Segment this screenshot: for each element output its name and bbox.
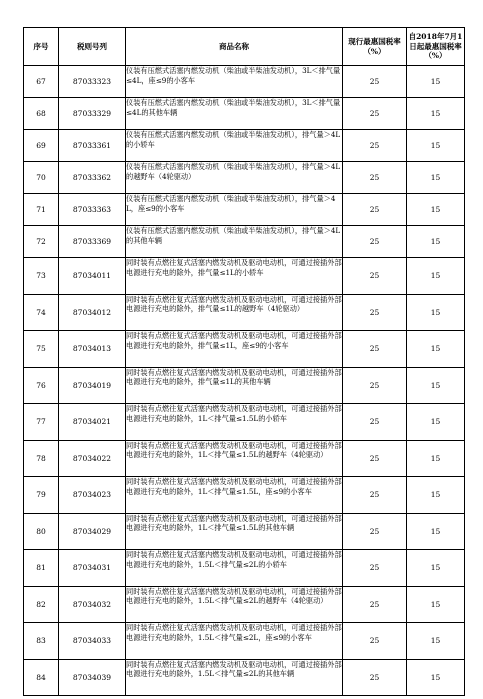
table-row — [24, 623, 465, 660]
table-row — [24, 440, 465, 477]
name-cell: 同时装有点燃往复式活塞内燃发动机及驱动电动机，可通过接插外部电源进行充电的除外，1.5L＜排气量≤2L的其他车辆 — [126, 659, 343, 696]
code-cell: 87034023 — [59, 477, 126, 514]
name-cell: 仪装有压燃式活塞内燃发动机（柴油或半柴油发动机），排气量＞4L的越野车（4轮驱动） — [126, 162, 343, 194]
name-cell: 同时装有点燃往复式活塞内燃发动机及驱动电动机，可通过接插外部电源进行充电的除外，1L＜排气量≤1.5L的其他车辆 — [126, 513, 343, 550]
name-cell: 同时装有点燃往复式活塞内燃发动机及驱动电动机，可通过接插外部电源进行充电的除外，排气量≤1L的小轿车 — [126, 258, 343, 295]
table-row — [24, 130, 465, 162]
code-cell: 87034033 — [59, 623, 126, 660]
current-rate-cell: 25 — [343, 331, 407, 368]
seq-cell: 67 — [24, 66, 59, 98]
code-cell: 87034011 — [59, 258, 126, 295]
current-rate-cell: 25 — [343, 367, 407, 404]
code-cell: 87034029 — [59, 513, 126, 550]
code-cell: 87034013 — [59, 331, 126, 368]
seq-cell: 83 — [24, 623, 59, 660]
name-cell: 同时装有点燃往复式活塞内燃发动机及驱动电动机，可通过接插外部电源进行充电的除外，排气量≤1L，座≤9的小客车 — [126, 331, 343, 368]
new-rate-cell: 15 — [407, 513, 465, 550]
new-rate-cell: 15 — [407, 367, 465, 404]
new-rate-cell: 15 — [407, 404, 465, 441]
current-rate-cell: 25 — [343, 477, 407, 514]
code-cell: 87034031 — [59, 550, 126, 587]
table-row — [24, 258, 465, 295]
current-rate-cell: 25 — [343, 226, 407, 258]
name-cell: 同时装有点燃往复式活塞内燃发动机及驱动电动机，可通过接插外部电源进行充电的除外，排气量≤1L的其他车辆 — [126, 367, 343, 404]
table-row — [24, 477, 465, 514]
name-cell: 同时装有点燃往复式活塞内燃发动机及驱动电动机，可通过接插外部电源进行充电的除外，1.5L＜排气量≤2L，座≤9的小客车 — [126, 623, 343, 660]
code-cell: 87033369 — [59, 226, 126, 258]
tariff-table — [23, 27, 465, 696]
code-cell: 87033329 — [59, 98, 126, 130]
name-cell: 仪装有压燃式活塞内燃发动机（柴油或半柴油发动机），排气量＞4L的小轿车 — [126, 130, 343, 162]
table-row — [24, 513, 465, 550]
name-cell: 仪装有压燃式活塞内燃发动机（柴油或半柴油发动机），排气量＞4L的其他车辆 — [126, 226, 343, 258]
table-row — [24, 586, 465, 623]
new-rate-cell: 15 — [407, 623, 465, 660]
seq-cell: 81 — [24, 550, 59, 587]
current-rate-cell: 25 — [343, 659, 407, 696]
new-rate-cell: 15 — [407, 550, 465, 587]
name-cell: 同时装有点燃往复式活塞内燃发动机及驱动电动机，可通过接插外部电源进行充电的除外，1.5L＜排气量≤2L的越野车（4轮驱动） — [126, 586, 343, 623]
code-cell: 87034022 — [59, 440, 126, 477]
code-cell: 87034032 — [59, 586, 126, 623]
new-rate-cell: 15 — [407, 162, 465, 194]
new-rate-cell: 15 — [407, 477, 465, 514]
header-name: 商品名称 — [126, 28, 343, 66]
code-cell: 87034012 — [59, 294, 126, 331]
current-rate-cell: 25 — [343, 586, 407, 623]
table-row — [24, 659, 465, 696]
code-cell: 87034019 — [59, 367, 126, 404]
seq-cell: 70 — [24, 162, 59, 194]
new-rate-cell: 15 — [407, 226, 465, 258]
table-row — [24, 550, 465, 587]
seq-cell: 68 — [24, 98, 59, 130]
current-rate-cell: 25 — [343, 294, 407, 331]
name-cell: 同时装有点燃往复式活塞内燃发动机及驱动电动机，可通过接插外部电源进行充电的除外，排气量≤1L的越野车（4轮驱动） — [126, 294, 343, 331]
seq-cell: 72 — [24, 226, 59, 258]
current-rate-cell: 25 — [343, 162, 407, 194]
seq-cell: 77 — [24, 404, 59, 441]
current-rate-cell: 25 — [343, 194, 407, 226]
code-cell: 87033323 — [59, 66, 126, 98]
current-rate-cell: 25 — [343, 440, 407, 477]
new-rate-cell: 15 — [407, 586, 465, 623]
new-rate-cell: 15 — [407, 66, 465, 98]
seq-cell: 78 — [24, 440, 59, 477]
new-rate-cell: 15 — [407, 130, 465, 162]
new-rate-cell: 15 — [407, 98, 465, 130]
seq-cell: 71 — [24, 194, 59, 226]
code-cell: 87033361 — [59, 130, 126, 162]
name-cell: 仪装有压燃式活塞内燃发动机（柴油或半柴油发动机），排气量＞4L，座≤9的小客车 — [126, 194, 343, 226]
name-cell: 同时装有点燃往复式活塞内燃发动机及驱动电动机，可通过接插外部电源进行充电的除外，1L＜排气量≤1.5L的越野车（4轮驱动） — [126, 440, 343, 477]
seq-cell: 74 — [24, 294, 59, 331]
table-row — [24, 66, 465, 98]
table-row — [24, 98, 465, 130]
name-cell: 同时装有点燃往复式活塞内燃发动机及驱动电动机，可通过接插外部电源进行充电的除外，1L＜排气量≤1.5L，座≤9的小客车 — [126, 477, 343, 514]
current-rate-cell: 25 — [343, 66, 407, 98]
name-cell: 同时装有点燃往复式活塞内燃发动机及驱动电动机，可通过接插外部电源进行充电的除外，1L＜排气量≤1.5L的小轿车 — [126, 404, 343, 441]
seq-cell: 69 — [24, 130, 59, 162]
code-cell: 87033363 — [59, 194, 126, 226]
current-rate-cell: 25 — [343, 623, 407, 660]
header-code: 税则号列 — [59, 28, 126, 66]
name-cell: 仪装有压燃式活塞内燃发动机（柴油或半柴油发动机），3L＜排气量≤4L的其他车辆 — [126, 98, 343, 130]
seq-cell: 79 — [24, 477, 59, 514]
seq-cell: 82 — [24, 586, 59, 623]
new-rate-cell: 15 — [407, 294, 465, 331]
new-rate-cell: 15 — [407, 331, 465, 368]
current-rate-cell: 25 — [343, 258, 407, 295]
header-new-rate: 自2018年7月1日起最惠国税率（%） — [407, 28, 465, 66]
table-row — [24, 331, 465, 368]
name-cell: 仪装有压燃式活塞内燃发动机（柴油或半柴油发动机），3L＜排气量≤4L，座≤9的小客车 — [126, 66, 343, 98]
table-row — [24, 404, 465, 441]
seq-cell: 75 — [24, 331, 59, 368]
new-rate-cell: 15 — [407, 440, 465, 477]
new-rate-cell: 15 — [407, 258, 465, 295]
header-current-rate: 现行最惠国税率（%） — [343, 28, 407, 66]
seq-cell: 76 — [24, 367, 59, 404]
table-row — [24, 194, 465, 226]
code-cell: 87034021 — [59, 404, 126, 441]
current-rate-cell: 25 — [343, 404, 407, 441]
current-rate-cell: 25 — [343, 550, 407, 587]
current-rate-cell: 25 — [343, 98, 407, 130]
header-seq: 序号 — [24, 28, 59, 66]
current-rate-cell: 25 — [343, 130, 407, 162]
seq-cell: 84 — [24, 659, 59, 696]
new-rate-cell: 15 — [407, 194, 465, 226]
seq-cell: 80 — [24, 513, 59, 550]
code-cell: 87034039 — [59, 659, 126, 696]
header-row — [24, 28, 465, 66]
name-cell: 同时装有点燃往复式活塞内燃发动机及驱动电动机，可通过接插外部电源进行充电的除外，1.5L＜排气量≤2L的小轿车 — [126, 550, 343, 587]
table-row — [24, 294, 465, 331]
code-cell: 87033362 — [59, 162, 126, 194]
current-rate-cell: 25 — [343, 513, 407, 550]
table-row — [24, 367, 465, 404]
new-rate-cell: 15 — [407, 659, 465, 696]
table-row — [24, 162, 465, 194]
table-row — [24, 226, 465, 258]
seq-cell: 73 — [24, 258, 59, 295]
